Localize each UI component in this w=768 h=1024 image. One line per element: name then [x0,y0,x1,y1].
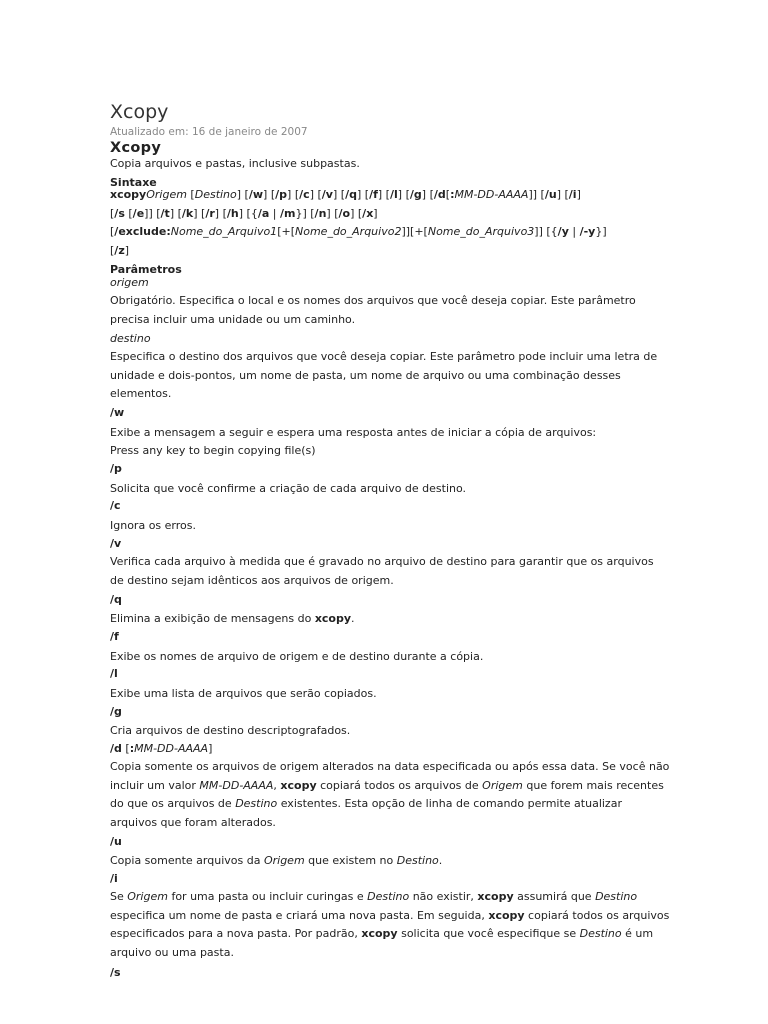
switch-t: /t [160,207,170,220]
syntax-heading: Sintaxe [110,176,157,189]
xcopy-command: xcopy [280,778,317,792]
param-destino-text: Especifica o destino dos arquivos que você deseja copiar. Este parâmetro pode incluir uma letra de unidade e dois-pontos, um nome de pasta, um nome de arquivo ou uma combinação desses elementos. [110,350,658,400]
updated-date: Atualizado em: 16 de janeiro de 2007 [110,126,308,138]
param-l-text: Exibe uma lista de arquivos que serão copiados. [110,687,377,700]
param-destino-label: destino [110,332,151,345]
switch-m: /m [279,207,296,220]
xcopy-command: xcopy [361,927,398,940]
switch-y: /y [557,225,569,238]
switch-z: /z [114,244,125,257]
param-v-text: Verifica cada arquivo à medida que é gravado no arquivo de destino para garantir que os arquivos de destino sejam idênticos aos arquivos de origem. [110,555,654,587]
syntax-line-3: [/exclude:Nome_do_Arquivo1[+[Nome_do_Arquivo2]][+[Nome_do_Arquivo3]] [{/y | /-y}] [110,225,607,238]
param-w-label: /w [110,406,125,419]
param-g-text: Cria arquivos de destino descriptografados. [110,724,351,737]
syntax-line-1: xcopyOrigem [Destino] [/w] [/p] [/c] [/v] [/q] [/f] [/l] [/g] [/d[:MM-DD-AAAA]] [/u] [/i] [110,188,581,201]
param-s-label: /s [110,966,121,979]
param-d-text: Copia somente os arquivos de origem alterados na data especificada ou após essa data. Se você não incluir um valor MM-DD-AAAA, xcopy copiará todos os arquivos de Origem que forem mais recentes do que os arquivos de Destino existentes. Esta opção de linha de comando permite atualizar arquivos que foram alterados. [110,760,670,829]
switch-f: /f [369,188,378,201]
description: Copia arquivos e pastas, inclusive subpastas. [110,157,360,170]
xcopy-command: xcopy [488,908,525,922]
param-c-text: Ignora os erros. [110,519,196,532]
param-i-text: Se Origem for uma pasta ou incluir curingas e Destino não existir, xcopy assumirá que Destino especifica um nome de pasta e criará uma nova pasta. Em seguida, xcopy copiará todos os arquivos especificados para a nova pasta. Por padrão, xcopy solicita que você especifique se Destino é um arquivo ou uma pasta. [110,890,670,959]
syntax-line-2: [/s [/e]] [/t] [/k] [/r] [/h] [{/a | /m}] [/n] [/o] [/x] [110,207,378,220]
switch-g: /g [409,188,422,201]
switch-n: /n [314,207,327,220]
param-w-message: Press any key to begin copying file(s) [110,444,316,457]
section-title: Xcopy [110,140,162,156]
page-title: Xcopy [110,101,169,123]
exclude-file-2: Nome_do_Arquivo2 [295,225,402,238]
switch-v: /v [321,188,333,201]
syntax-destino: Destino [194,188,237,201]
switch-i: /i [568,188,577,201]
param-origem-label: origem [110,276,149,289]
param-w-text: Exibe a mensagem a seguir e espera uma resposta antes de iniciar a cópia de arquivos: [110,426,597,439]
switch-x: /x [362,207,374,220]
param-q-label: /q [110,593,122,606]
switch-a: /a [257,207,270,220]
switch-d-colon: : [450,188,455,201]
switch-d-date: MM-DD-AAAA [454,188,529,201]
param-p-label: /p [110,462,122,475]
param-i-label: /i [110,872,118,885]
switch-no-y: /-y [579,225,596,238]
switch-s: /s [114,207,125,220]
switch-r: /r [205,207,215,220]
xcopy-command: xcopy [314,612,352,625]
param-f-label: /f [110,630,119,643]
param-origem-text: Obrigatório. Especifica o local e os nomes dos arquivos que você deseja copiar. Este parâmetro precisa incluir uma unidade ou um caminho. [110,294,636,326]
param-u-text: Copia somente arquivos da Origem que existem no Destino. [110,854,443,867]
switch-h: /h [226,207,239,220]
switch-p: /p [275,188,288,201]
switch-l: /l [389,188,398,201]
exclude-file-3: Nome_do_Arquivo3 [427,225,535,238]
param-p-text: Solicita que você confirme a criação de cada arquivo de destino. [110,482,467,495]
switch-e: /e [132,207,145,220]
switch-k: /k [181,207,194,220]
parameters-heading: Parâmetros [110,263,182,276]
exclude-file-1: Nome_do_Arquivo1 [170,225,278,238]
syntax-command: xcopy [110,188,147,201]
switch-u: /u [544,188,557,201]
param-c-label: /c [110,499,121,512]
switch-q: /q [345,188,357,201]
param-v-label: /v [110,537,122,550]
switch-d: /d [433,188,446,201]
switch-c: /c [299,188,310,201]
param-d-label: /d [:MM-DD-AAAA] [110,742,213,755]
param-g-label: /g [110,705,122,718]
xcopy-command: xcopy [477,890,514,903]
switch-w: /w [248,188,264,201]
param-q-text: Elimina a exibição de mensagens do xcopy. [110,612,355,625]
switch-exclude: /exclude: [114,225,171,238]
param-l-label: /l [110,667,118,680]
switch-o: /o [338,207,351,220]
syntax-origem: Origem [146,188,187,201]
param-f-text: Exibe os nomes de arquivo de origem e de destino durante a cópia. [110,650,484,663]
param-u-label: /u [110,835,122,848]
syntax-line-4: [/z] [110,244,130,257]
